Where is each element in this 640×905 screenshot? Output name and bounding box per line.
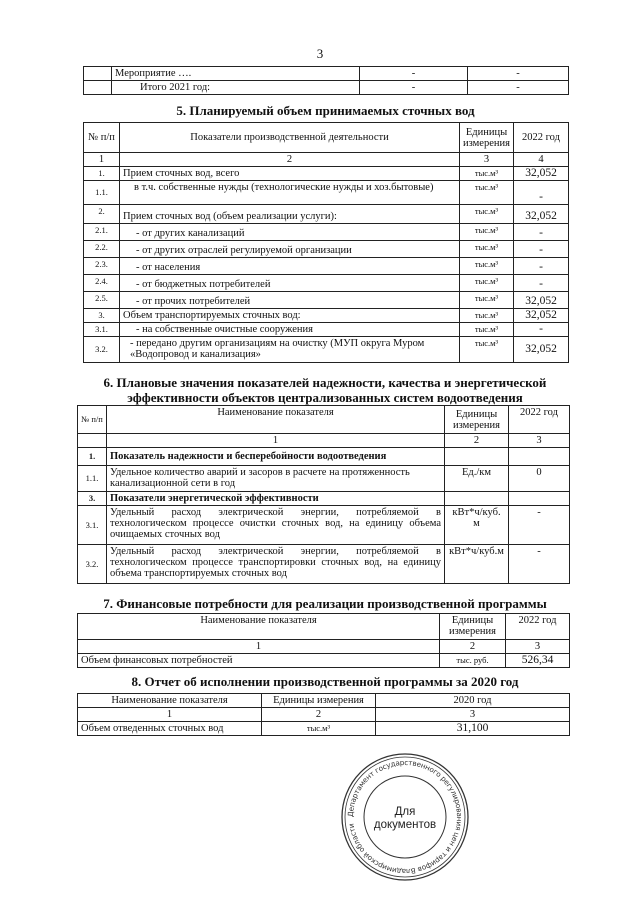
row-number: 3.	[78, 492, 107, 506]
row-unit: тыс.м³	[460, 309, 514, 323]
column-header: Единицы измерения	[440, 614, 506, 640]
row-unit: тыс.м³	[460, 241, 514, 258]
row-number: 1.	[84, 167, 120, 181]
row-value: 32,052	[514, 337, 569, 363]
row-name: - передано другим организациям на очистку (МУП округа Муром «Водопровод и канализация»	[120, 337, 460, 363]
table-cell: Мероприятие ….	[112, 67, 360, 81]
table-header-row	[78, 614, 570, 640]
row-name: Показатели энергетической эффективности	[107, 492, 445, 506]
table-header-row	[84, 123, 569, 153]
row-number: 2.5.	[84, 292, 120, 309]
row-name: Объем отведенных сточных вод	[78, 722, 262, 736]
table-row	[84, 241, 569, 258]
row-unit: тыс.м³	[460, 292, 514, 309]
row-number: 1.1.	[78, 466, 107, 492]
stamp-center	[364, 806, 446, 832]
column-header: Единицы измерения	[262, 694, 376, 708]
row-number: 1.1.	[84, 181, 120, 205]
column-number: 1	[78, 708, 262, 722]
table-row	[84, 323, 569, 337]
table-row	[84, 337, 569, 363]
table-row	[78, 545, 570, 584]
column-number: 2	[120, 153, 460, 167]
section7-title: 7. Финансовые потребности для реализации производственной программы	[103, 596, 547, 611]
table-row	[84, 205, 569, 224]
row-value: -	[514, 258, 569, 275]
column-number: 2	[440, 640, 506, 654]
table-cell: -	[360, 81, 468, 95]
row-value: -	[514, 241, 569, 258]
section5-title: 5. Планируемый объем принимаемых сточных вод	[176, 103, 475, 118]
table-row	[84, 224, 569, 241]
row-name: Удельный расход электрической энергии, потребляемой в технологическом процессе транспортировки сточных вод, на единицу объема транспортируемых сточных вод	[107, 545, 445, 584]
stamp-ring-text: Департамент государственного регулирования цен и тарифов Владимирской области	[345, 757, 465, 877]
row-value: 32,052	[514, 167, 569, 181]
table-row	[78, 654, 570, 668]
row-name: в т.ч. собственные нужды (технологические нужды и хоз.бытовые)	[120, 181, 460, 205]
section7-table	[77, 613, 570, 668]
column-number: 1	[78, 640, 440, 654]
row-number: 2.3.	[84, 258, 120, 275]
column-number: 1	[107, 434, 445, 448]
row-unit: кВт*ч/куб.м	[445, 545, 509, 584]
row-unit: Ед./км	[445, 466, 509, 492]
table-row	[78, 722, 570, 736]
table-row	[78, 466, 570, 492]
row-unit: кВт*ч/куб. м	[445, 506, 509, 545]
row-value: -	[509, 506, 570, 545]
table-row	[84, 309, 569, 323]
row-unit: тыс.м³	[460, 275, 514, 292]
row-value: -	[514, 224, 569, 241]
table-row	[84, 181, 569, 205]
top-table	[83, 66, 569, 95]
table-header-row	[78, 406, 570, 434]
table-row	[84, 275, 569, 292]
row-unit: тыс.м³	[262, 722, 376, 736]
table-cell: -	[468, 81, 569, 95]
row-name: Объем транспортируемых сточных вод:	[120, 309, 460, 323]
section6-title-line1: 6. Плановые значения показателей надежности, качества и энергетической	[103, 375, 547, 390]
row-name: Показатель надежности и бесперебойности водоотведения	[107, 448, 445, 466]
row-unit: тыс.м³	[460, 323, 514, 337]
row-name: - от других канализаций	[120, 224, 460, 241]
table-row	[84, 167, 569, 181]
column-number: 3	[506, 640, 570, 654]
table-row	[78, 506, 570, 545]
row-unit: тыс.м³	[460, 205, 514, 224]
row-number: 3.1.	[84, 323, 120, 337]
table-row	[84, 81, 569, 95]
row-value: 32,052	[514, 292, 569, 309]
row-number: 2.4.	[84, 275, 120, 292]
row-name: Удельное количество аварий и засоров в расчете на протяженность канализационной сети в год	[107, 466, 445, 492]
column-number: 3	[376, 708, 570, 722]
row-number: 2.2.	[84, 241, 120, 258]
section6-title-line2: эффективности объектов централизованных систем водоотведения	[127, 390, 523, 405]
table-cell: -	[360, 67, 468, 81]
column-header: Наименование показателя	[107, 406, 445, 434]
column-header: Единицы измерения	[460, 123, 514, 153]
column-header: 2020 год	[376, 694, 570, 708]
row-name: Удельный расход электрической энергии, потребляемой в технологическом процессе очистки сточных вод, на единицу объема очищаемых сточных вод	[107, 506, 445, 545]
column-number-row	[78, 708, 570, 722]
table-cell: -	[468, 67, 569, 81]
section5-table	[83, 122, 569, 363]
row-value: -	[514, 275, 569, 292]
row-value: 526,34	[506, 654, 570, 668]
column-header: № п/п	[84, 123, 120, 153]
table-row	[84, 258, 569, 275]
column-header: 2022 год	[514, 123, 569, 153]
row-value: -	[509, 545, 570, 584]
section8-title: 8. Отчет об исполнении производственной программы за 2020 год	[131, 674, 519, 689]
row-name: - от прочих потребителей	[120, 292, 460, 309]
row-unit: тыс.м³	[460, 224, 514, 241]
stamp-line2: документов	[373, 819, 437, 831]
row-value: 31,100	[376, 722, 570, 736]
row-value: -	[514, 181, 569, 205]
row-value: 32,052	[514, 205, 569, 224]
row-unit: тыс.м³	[460, 167, 514, 181]
row-number: 3.1.	[78, 506, 107, 545]
row-name: - от бюджетных потребителей	[120, 275, 460, 292]
column-number-row	[78, 640, 570, 654]
column-number-row	[84, 153, 569, 167]
section8-table	[77, 693, 570, 736]
column-number: 2	[445, 434, 509, 448]
row-unit: тыс. руб.	[440, 654, 506, 668]
column-number: 3	[460, 153, 514, 167]
row-name: - на собственные очистные сооружения	[120, 323, 460, 337]
section6-table	[77, 405, 570, 584]
row-number: 3.	[84, 309, 120, 323]
row-unit: тыс.м³	[460, 337, 514, 363]
table-row	[78, 448, 570, 466]
row-number: 3.2.	[78, 545, 107, 584]
column-number: 2	[262, 708, 376, 722]
column-number: 3	[509, 434, 570, 448]
column-number: 4	[514, 153, 569, 167]
column-header: 2022 год	[506, 614, 570, 640]
row-value: -	[514, 323, 569, 337]
column-header: Единицы измерения	[445, 406, 509, 434]
table-header-row	[78, 694, 570, 708]
column-header: 2022 год	[509, 406, 570, 434]
table-row	[84, 67, 569, 81]
row-unit: тыс.м³	[460, 181, 514, 205]
column-number: 1	[84, 153, 120, 167]
row-name: Прием сточных вод, всего	[120, 167, 460, 181]
row-number: 2.1.	[84, 224, 120, 241]
row-name: Прием сточных вод (объем реализации услуги):	[120, 205, 460, 224]
row-number: 2.	[84, 205, 120, 224]
column-header: Наименование показателя	[78, 694, 262, 708]
row-unit: тыс.м³	[460, 258, 514, 275]
column-header: Наименование показателя	[78, 614, 440, 640]
row-number: 3.2.	[84, 337, 120, 363]
column-header: № п/п	[78, 406, 107, 434]
row-name: Объем финансовых потребностей	[78, 654, 440, 668]
page-number: 3	[316, 46, 324, 61]
row-number: 1.	[78, 448, 107, 466]
stamp-line1: Для	[394, 806, 416, 818]
row-name: - от других отраслей регулируемой организации	[120, 241, 460, 258]
row-value: 32,052	[514, 309, 569, 323]
row-value: 0	[509, 466, 570, 492]
table-cell: Итого 2021 год:	[112, 81, 360, 95]
column-header: Показатели производственной деятельности	[120, 123, 460, 153]
table-row	[78, 492, 570, 506]
row-name: - от населения	[120, 258, 460, 275]
column-number-row	[78, 434, 570, 448]
table-row	[84, 292, 569, 309]
